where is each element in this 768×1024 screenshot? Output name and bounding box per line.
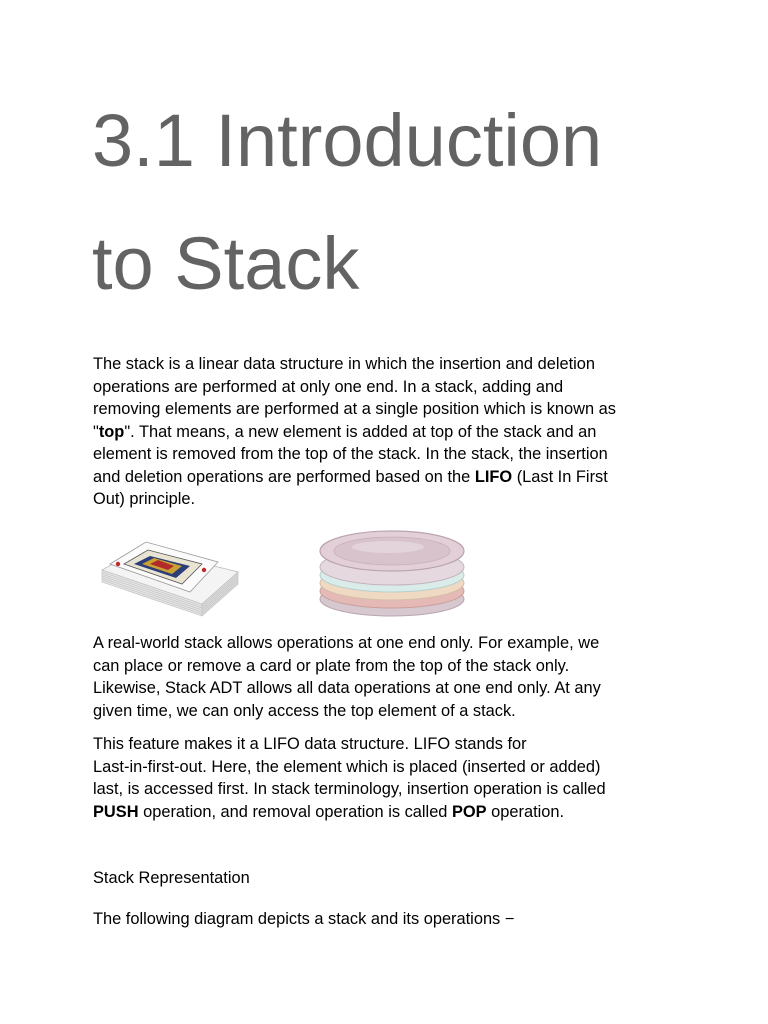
intro-line: Out) principle. [93, 490, 196, 508]
intro-line: removing elements are performed at a single position which is known as [93, 400, 616, 418]
intro-paragraph [93, 353, 683, 511]
lifo-line: Last-in-first-out. Here, the element which is placed (inserted or added) [93, 757, 601, 776]
term-pop: POP [451, 802, 487, 821]
intro-line [93, 466, 683, 489]
diagram-intro-text: The following diagram depicts a stack and its operations − [93, 910, 515, 928]
realworld-line: A real-world stack allows operations at one end only. For example, we [93, 634, 600, 652]
lifo-line: last, is accessed first. In stack terminology, insertion operation is called [93, 780, 606, 798]
lifo-line: This feature makes it a LIFO data structure. LIFO stands for [93, 735, 527, 753]
term-push: PUSH [93, 802, 139, 821]
intro-line: operations are performed at only one end. In a stack, adding and [93, 377, 564, 396]
intro-text: (Last In First [512, 467, 608, 486]
intro-line: element is removed from the top of the stack. In the stack, the insertion [93, 445, 608, 463]
playing-cards-stack-image [98, 534, 240, 618]
term-top: top [98, 422, 125, 441]
plates-stack-image [318, 527, 468, 619]
realworld-line: given time, we can only access the top element of a stack. [93, 701, 516, 720]
lifo-text: operation. [486, 802, 565, 821]
section-title: Stack Representation [93, 869, 250, 887]
realworld-line: Likewise, Stack ADT allows all data operations at one end only. At any [93, 679, 601, 697]
intro-text: and deletion operations are performed based on the [93, 467, 475, 486]
realworld-line: can place or remove a card or plate from the top of the stack only. [93, 656, 570, 675]
page-title-line-2: to Stack [92, 222, 360, 305]
intro-text: ". That means, a new element is added at top of the stack and an [124, 422, 597, 441]
intro-line: The stack is a linear data structure in which the insertion and deletion [93, 355, 596, 373]
realworld-paragraph [93, 632, 683, 722]
page-title-line-1: 3.1 Introduction [92, 99, 603, 182]
intro-line [93, 421, 683, 444]
lifo-paragraph [93, 733, 683, 823]
lifo-text: operation, and removal operation is called [138, 802, 452, 821]
diagram-intro [93, 908, 683, 931]
plate-stack [320, 531, 464, 616]
lifo-line [93, 801, 683, 824]
section-heading [93, 867, 683, 890]
quote-mark: " [93, 422, 99, 441]
term-lifo: LIFO [474, 467, 513, 486]
